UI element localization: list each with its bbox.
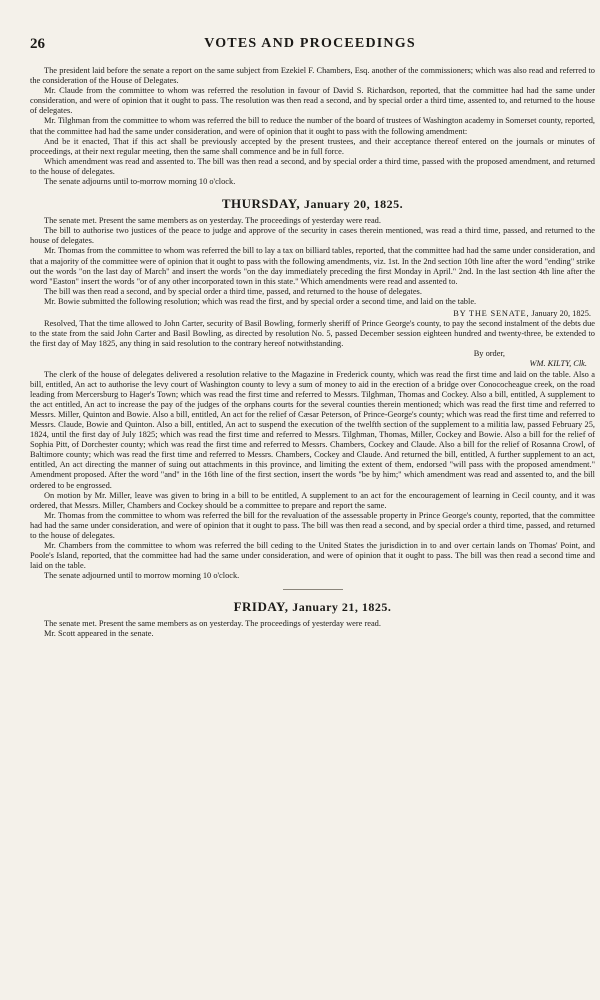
paragraph: The clerk of the house of delegates delivered a resolution relative to the Magazine in Frederick county, which was read the first time and laid on the table. Also a bill, entitled, An act to authorise the levy court of Washington county to levy a sum of money to aid in the erection of a bridge over Conococheague creek, on the road leading from Mercersburg to Hager's Town; which was read the first time and referred to Messrs. Tilghman, Thomas and Cockey. Also a bill, entitled, A supplement to the act entitled, An act to increase the pay of the judges of the orphans courts for the several counties therein mentioned; which was read the first time and referred to Messrs. Miller, Quinton and Bowie. Also a bill, entitled, An act for the relief of Cæsar Peterson, of Prince-George's county; which was read the first time and referred to Messrs. Claude, Bowie and Quinton. Also a bill, entitled, An act to suspend the execution of the twelfth section of the supplement to a militia law, passed February 25, 1824, until the first day of July 1825; which was read the first time and referred to Messrs. Tilghman, Thomas, Miller, Cockey and Bowie. Also a bill for the relief of Sophia Pitt, of Dorchester county; which was read the first time and referred to Messrs. Chambers, Cockey and Claude. Also a bill for the relief of Rosanna Crowl, of Baltimore county; which was read the first time and referred to Messrs. Chambers, Cockey and Claude. And returned the bill, entitled, A further supplement to an act, entitled, An act directing the manner of suing out attachments in this province, and limiting the extent of them, endorsed "will pass with the proposed amendment." Amendment proposed. After the word "and" in the 16th line of the first section, insert the words "be by him;" which amendment was read and assented to, and the bill ordered to be engrossed. xyxy=(30,369,595,490)
paragraph: The senate met. Present the same members as on yesterday. The proceedings of yesterday were read. xyxy=(44,618,381,628)
page-header xyxy=(30,36,590,54)
thursday-section xyxy=(30,216,595,581)
thursday-heading xyxy=(30,196,595,212)
paragraph: The president laid before the senate a report on the same subject from Ezekiel F. Chambers, Esq. another of the commissioners; which was also read and referred to the consideration of the House of Delegates. xyxy=(30,66,595,86)
paragraph: Mr. Scott appeared in the senate. xyxy=(44,628,154,638)
senate-date: January 20, 1825. xyxy=(531,308,591,318)
friday-section xyxy=(30,619,595,639)
paragraph: The bill to authorise two justices of the peace to judge and approve of the security in cases therein mentioned, was read a third time, passed, and returned to the house of delegates. xyxy=(30,226,595,246)
paragraph: Mr. Bowie submitted the following resolution; which was read the first, and by special order a second time, and laid on the table. xyxy=(44,296,477,306)
paragraph: Mr. Thomas from the committee to whom was referred the bill to lay a tax on billiard tables, reported, that the committee had had the same under consideration, and that a majority of the committee were of opinion that it ought to pass with the following amendments, viz. 1st. In the 2nd section 10th line after the word "ending" strike out the words "on the last day of March" and insert the words "on the day immediately preceding the first Monday in April." 2nd. In the last section 4th line after the word "Easton" insert the words "or of any other incorporated town in this state." Which amendments were read and assented to. xyxy=(30,246,595,286)
section-divider xyxy=(283,589,343,590)
clerk-signature: WM. KILTY, Clk. xyxy=(529,359,587,369)
by-the-senate-line xyxy=(30,309,595,319)
paragraph: And be it enacted, That if this act shall be previously accepted by the present trustees, and their acceptance thereof entered on the journals or minutes of proceedings, at their next regular meeting, then the same shall commence and be in full force. xyxy=(30,136,595,156)
paragraph: Mr. Tilghman from the committee to whom was referred the bill to reduce the number of the board of trustees of Washington academy in Somerset county, reported, that the committee had had the same under consideration, and were of opinion that it ought to pass with the following amendment: xyxy=(30,116,595,136)
heading-date: January 21, 1825. xyxy=(292,599,392,614)
body-text xyxy=(30,66,595,639)
paragraph: The senate met. Present the same members as on yesterday. The proceedings of yesterday were read. xyxy=(44,216,381,226)
paragraph: Mr. Thomas from the committee to whom was referred the bill for the revaluation of the assessable property in Prince George's county, reported, that the committee had had the same under consideration, and were of opinion that it ought to pass. The bill was then read a second, and by special order a third time, passed, and returned to the house of delegates. xyxy=(30,510,595,541)
by-order: By order, xyxy=(473,349,505,359)
resolution-text: Resolved, That the time allowed to John Carter, security of Basil Bowling, formerly sheriff of Prince George's county, to pay the second instalment of the debts due to the state from the said John Carter and Basil Bowling, as directed by resolution No. 5, passed December session eighteen hundred and twenty-three, be extended to the first day of May 1825, any thing in said resolution to the contrary hereof notwithstanding. xyxy=(30,319,595,349)
paragraph: Mr. Claude from the committee to whom was referred the resolution in favour of David S. Richardson, reported, that the committee had had the same under consideration, and were of opinion that it ought to pass. The resolution was then read a second, and by special order a third time, assented to, and returned to the house of delegates. xyxy=(30,86,595,116)
opening-section xyxy=(30,66,595,187)
paragraph: The bill was then read a second, and by special order a third time, passed, and returned to the house of delegates. xyxy=(44,286,422,296)
paragraph: Mr. Chambers from the committee to whom was referred the bill ceding to the United States the jurisdiction in to and over certain lands on Thomas' Point, and Poole's Island, reported, that the committee had had the same under consideration, and were of opinion that it ought to pass. The bill was then read a second time and laid on the table. xyxy=(30,541,595,571)
paragraph: The senate adjourned until to morrow morning 10 o'clock. xyxy=(44,571,240,581)
friday-heading xyxy=(30,599,595,615)
by-the-senate: BY THE SENATE, xyxy=(453,308,530,318)
heading-day: FRIDAY, xyxy=(233,598,289,614)
heading-date: January 20, 1825. xyxy=(303,197,404,212)
running-title: VOTES AND PROCEEDINGS xyxy=(204,36,416,51)
paragraph: Which amendment was read and assented to. The bill was then read a second, and by special order a third time, passed with the proposed amendment, and returned to the house of delegates. xyxy=(30,156,595,176)
heading-day: THURSDAY, xyxy=(221,196,301,212)
paragraph: On motion by Mr. Miller, leave was given to bring in a bill to be entitled, A supplement to an act for the encouragement of learning in Cecil county, and it was ordered, that Messrs. Miller, Chambers and Cockey should be a committee to prepare and report the same. xyxy=(30,490,595,510)
paragraph: The senate adjourns until to-morrow morning 10 o'clock. xyxy=(44,177,236,187)
page-number: 26 xyxy=(30,36,45,52)
